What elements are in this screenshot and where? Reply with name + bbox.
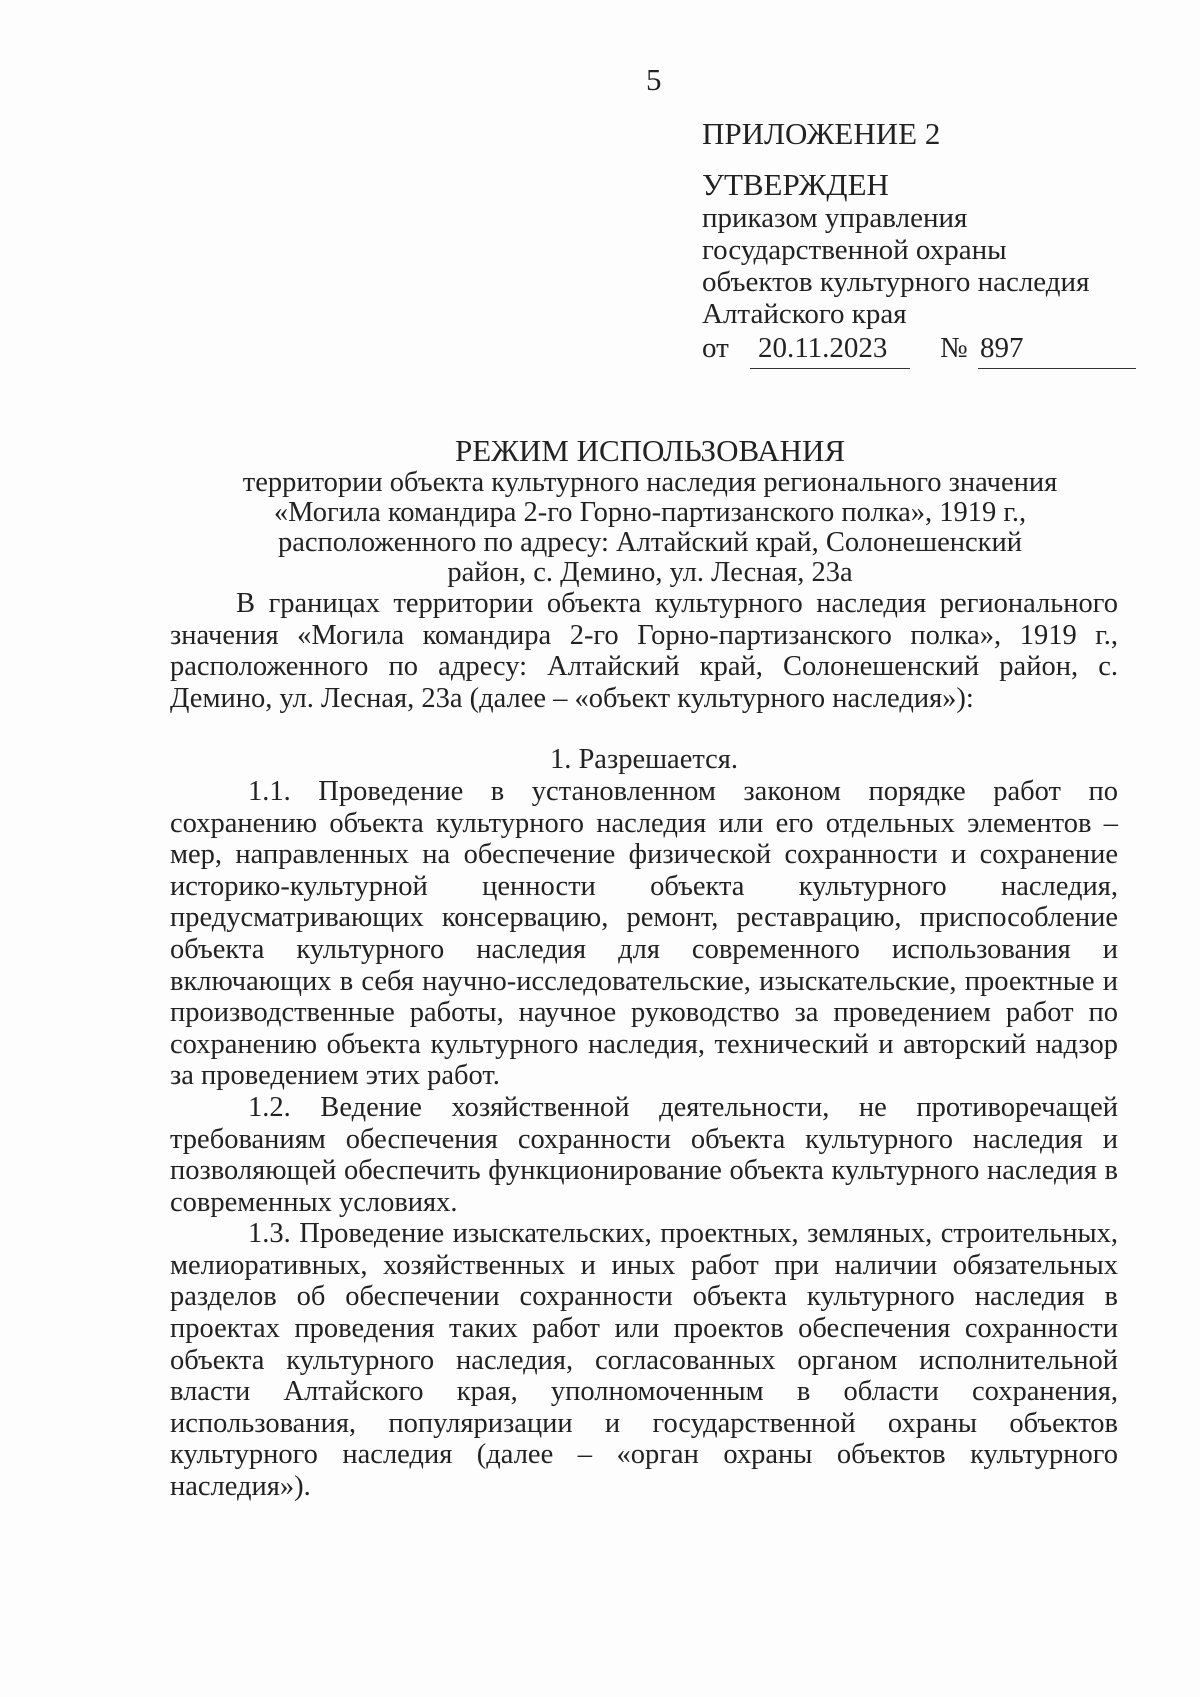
title-line: территории объекта культурного наследия регионального значения [242,467,1058,498]
title-line: «Могила командира 2-го Горно-партизанского полка», 1919 г., [273,497,1027,528]
approval-line: государственной охраны [702,234,1007,266]
section-heading: 1. Разрешается. [549,744,739,776]
approval-line: Алтайского края [702,298,907,330]
approval-line: объектов культурного наследия [702,266,1090,298]
document-title [200,434,1100,588]
appendix-label: ПРИЛОЖЕНИЕ 2 [702,116,941,151]
order-date-number [702,332,1142,372]
date-underline [750,368,910,369]
order-date: 20.11.2023 [758,332,888,364]
intro-paragraph: В границах территории объекта культурного наследия регионального значения «Могила командира 2-го Горно-партизанского полка», 1919 г., расположенного по адресу: Алтайский край, Солонешенский район, с. Демино, ул. Лесная, 23а (далее – «объект культурного наследия»): [170,588,1118,714]
title-line: район, с. Демино, ул. Лесная, 23а [447,557,853,588]
number-sign: № [940,332,968,364]
list-item: 1.2. Ведение хозяйственной деятельности, не противоречащей требованиям обеспечения сохранности объекта культурного наследия и позволяющей обеспечить функционирование объекта культурного наследия в современных условиях. [170,1091,1118,1218]
approved-label: УТВЕРЖДЕН [702,167,889,202]
page-number: 5 [646,62,662,97]
approval-block [702,118,1142,372]
list-item: 1.3. Проведение изыскательских, проектных, земляных, строительных, мелиоративных, хозяйственных и иных работ при наличии обязательных разделов об обеспечении сохранности объекта культурного наследия в проектах проведения таких работ или проектов обеспечения сохранности объекта культурного наследия, согласованных органом исполнительной власти Алтайского края, уполномоченным в области сохранения, использования, популяризации и государственной охраны объектов культурного наследия (далее – «орган охраны объектов культурного наследия»). [170,1218,1118,1503]
title-line: расположенного по адресу: Алтайский край, Солонешенский [277,527,1023,558]
document-body [170,588,1118,1503]
number-underline [978,368,1136,369]
order-number: 897 [980,332,1024,364]
date-prefix: от [702,332,729,364]
approval-line: приказом управления [702,202,968,234]
list-item: 1.1. Проведение в установленном законом порядке работ по сохранению объекта культурного наследия или его отдельных элементов – мер, направленных на обеспечение физической сохранности и сохранение историко-культурной ценности объекта культурного наследия, предусматривающих консервацию, ремонт, реставрацию, приспособление объекта культурного наследия для современного использования и включающих в себя научно-исследовательские, изыскательские, проектные и производственные работы, научное руководство за проведением работ по сохранению объекта культурного наследия, технический и авторский надзор за проведением этих работ. [170,775,1118,1092]
main-title: РЕЖИМ ИСПОЛЬЗОВАНИЯ [454,433,846,468]
